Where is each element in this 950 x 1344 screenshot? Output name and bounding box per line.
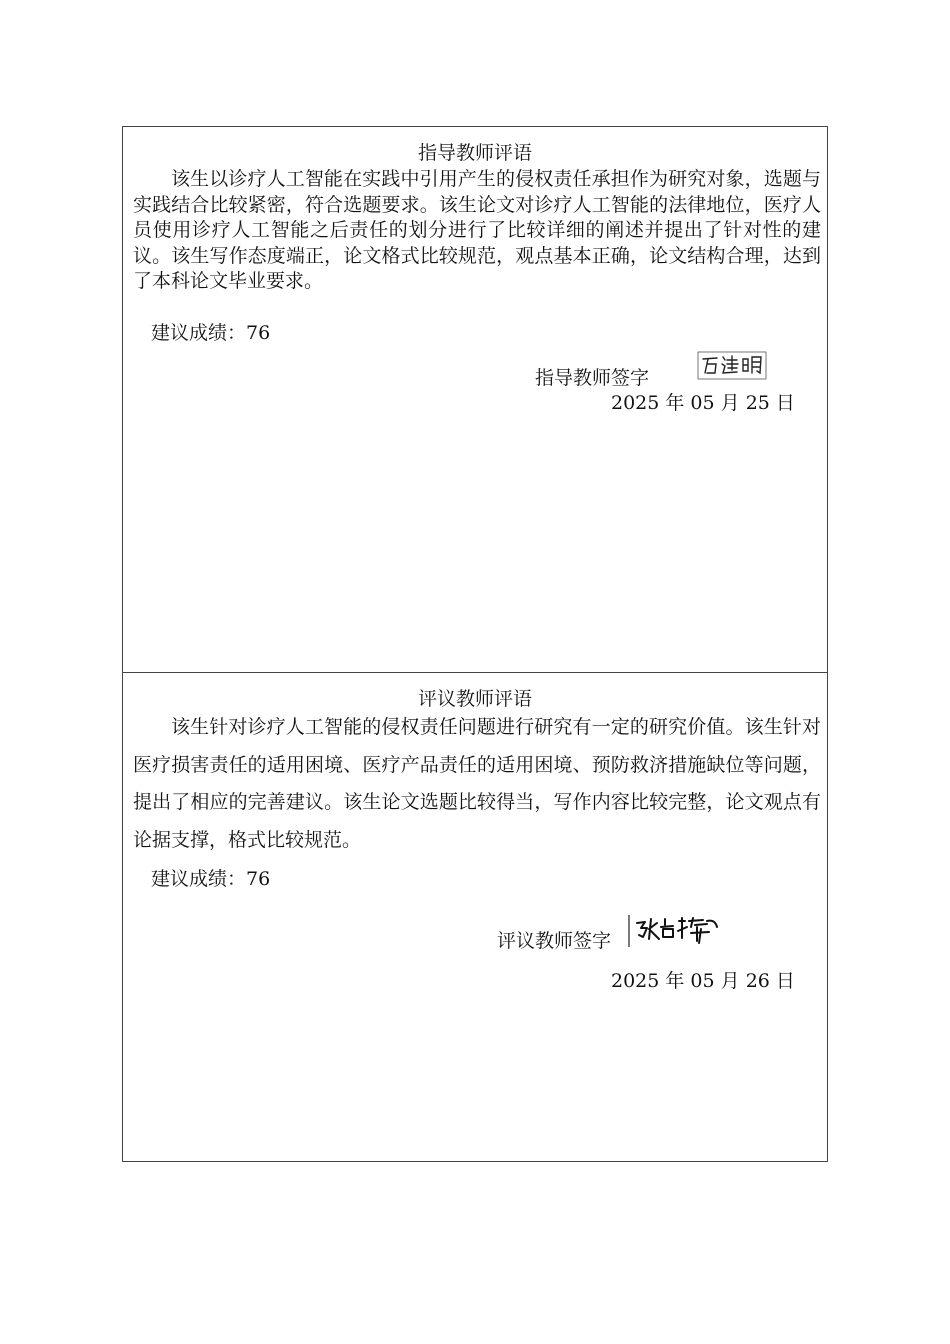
reviewer-signature-label: 评议教师签字 <box>497 930 612 952</box>
reviewer-date: 2025 年 05 月 26 日 <box>611 970 795 992</box>
advisor-signature-label: 指导教师签字 <box>535 367 650 389</box>
evaluation-form <box>122 126 828 1162</box>
reviewer-comment: 该生针对诊疗人工智能的侵权责任问题进行研究有一定的研究价值。该生针对医疗损害责任的适用困境、医疗产品责任的适用困境、预防救济措施缺位等问题，提出了相应的完善建议。该生论文选题比较得当，写作内容比较完整，论文观点有论据支撑，格式比较规范。 <box>133 716 821 851</box>
reviewer-title: 评议教师评语 <box>417 688 532 710</box>
advisor-handwritten-signature <box>697 349 769 381</box>
reviewer-grade: 建议成绩：76 <box>151 868 271 890</box>
advisor-comment: 该生以诊疗人工智能在实践中引用产生的侵权责任承担作为研究对象，选题与实践结合比较紧密，符合选题要求。该生论文对诊疗人工智能的法律地位，医疗人员使用诊疗人工智能之后责任的划分进行了比较详细的阐述并提出了针对性的建议。该生写作态度端正，论文格式比较规范，观点基本正确，论文结构合理，达到了本科论文毕业要求。 <box>133 168 821 292</box>
advisor-grade: 建议成绩：76 <box>151 322 271 344</box>
reviewer-handwritten-signature <box>627 913 727 953</box>
advisor-date: 2025 年 05 月 25 日 <box>611 392 795 414</box>
reviewer-section <box>123 673 827 1161</box>
advisor-section <box>123 127 827 673</box>
advisor-title: 指导教师评语 <box>417 142 532 164</box>
